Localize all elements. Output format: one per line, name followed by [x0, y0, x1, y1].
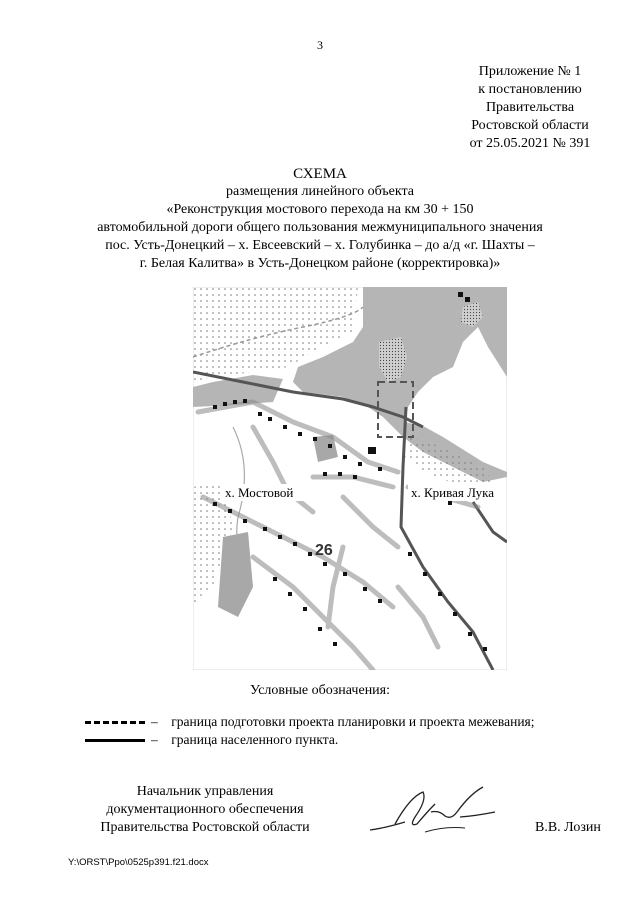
signatory-title — [80, 783, 330, 837]
legend-text: граница населенного пункта. — [171, 732, 339, 747]
legend-dash: – — [151, 714, 158, 729]
legend-solid-line — [85, 739, 145, 742]
signatory-line: Начальник управления — [136, 784, 274, 799]
title-heading: СХЕМА — [293, 166, 347, 182]
appendix-line: Приложение № 1 — [478, 64, 582, 79]
legend-item-settlement-boundary — [85, 731, 338, 749]
appendix-header — [440, 63, 620, 153]
title-line: «Реконструкция мостового перехода на км 30 + 150 — [166, 202, 474, 217]
appendix-line: от 25.05.2021 № 391 — [469, 136, 591, 151]
signatory-line: Правительства Ростовской области — [100, 820, 310, 835]
legend-dashed-line — [85, 721, 145, 724]
map-label-mostovoy: х. Мостовой — [225, 485, 294, 500]
map-block-number: 26 — [315, 542, 333, 559]
title-line: автомобильной дороги общего пользования межмуниципального значения — [97, 220, 543, 235]
scheme-map — [193, 287, 507, 670]
page-number: 3 — [317, 38, 323, 52]
appendix-line: Правительства — [485, 100, 575, 115]
signatory-name: В.В. Лозин — [535, 820, 601, 835]
legend-text: граница подготовки проекта планировки и проекта межевания; — [171, 714, 535, 729]
title-line: размещения линейного объекта — [226, 184, 414, 199]
legend-dash: – — [151, 732, 158, 747]
appendix-line: к постановлению — [478, 82, 582, 97]
title-line: пос. Усть-Донецкий – х. Евсеевский – х. Голубинка – до а/д «г. Шахты – — [105, 238, 535, 253]
document-title — [60, 165, 580, 273]
legend-item-project-boundary — [85, 713, 535, 731]
title-line: г. Белая Калитва» в Усть-Донецком районе (корректировка)» — [139, 256, 501, 271]
appendix-line: Ростовской области — [471, 118, 589, 133]
map-label-krivaya-luka: х. Кривая Лука — [411, 485, 494, 500]
handwritten-signature — [365, 782, 505, 842]
legend-title: Условные обозначения: — [249, 683, 391, 698]
file-path: Y:\ORST\Ppo\0525p391.f21.docx — [68, 857, 209, 868]
signatory-line: документационного обеспечения — [106, 802, 304, 817]
